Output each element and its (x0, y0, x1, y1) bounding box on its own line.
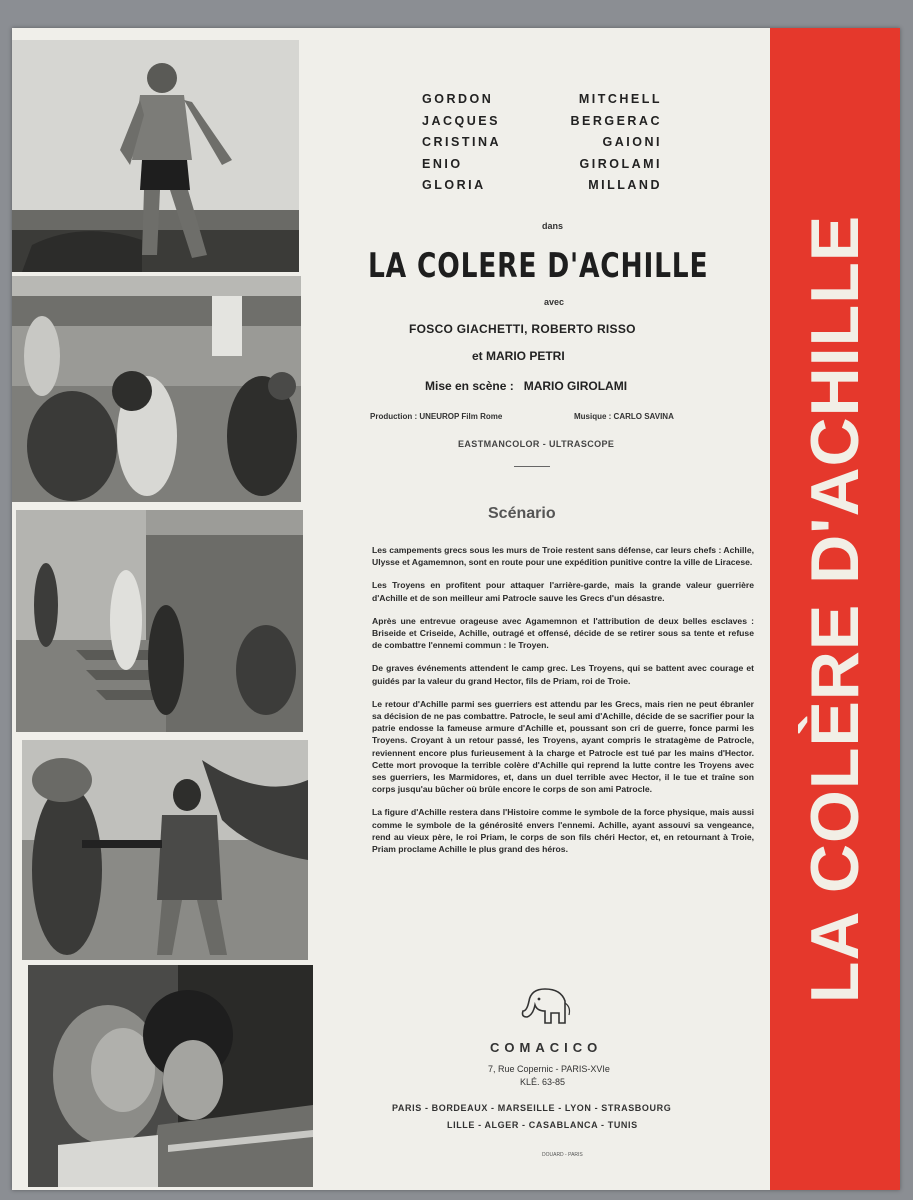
format-credit: EASTMANCOLOR - ULTRASCOPE (458, 439, 615, 449)
distributor-phone: KLÉ. 63-85 (520, 1077, 566, 1087)
title-band (770, 28, 900, 1190)
distributor-address: 7, Rue Copernic - PARIS-XVIe (488, 1064, 610, 1074)
distributor-name: COMACICO (490, 1040, 603, 1055)
synopsis (372, 544, 754, 866)
synopsis-paragraph: Les Troyens en profitent pour attaquer l'arrière-garde, mais la grande valeur guerrière d'Achille et de son meilleur ami Patrocle sauve les Grecs d'un désastre. (372, 580, 754, 603)
scenario-heading: Scénario (488, 505, 556, 522)
cast-name-part: GLORIA (422, 178, 486, 192)
still-photo-battle (12, 276, 301, 502)
avec-label: avec (544, 297, 565, 307)
cast-name-part: GORDON (422, 92, 494, 106)
still-photo-fortress (16, 510, 303, 732)
cities-line-2: LILLE - ALGER - CASABLANCA - TUNIS (447, 1120, 638, 1130)
cast-name-part: ENIO (422, 156, 463, 171)
cast-name-part: MILLAND (588, 178, 662, 192)
cast-list (422, 92, 662, 200)
film-title: LA COLERE D'ACHILLE (368, 246, 709, 286)
elephant-logo-icon (515, 983, 577, 1033)
synopsis-paragraph: De graves événements attendent le camp grec. Les Troyens, qui se battent avec courage et guidés par la valeur du grand Hector, fils de Priam, roi de Troie. (372, 663, 754, 686)
costars-line-1: FOSCO GIACHETTI, ROBERTO RISSO (409, 322, 636, 336)
divider (514, 466, 550, 467)
band-title: LA COLÈRE D'ACHILLE (797, 214, 873, 1004)
cast-member (422, 135, 662, 157)
cast-member (422, 114, 662, 136)
synopsis-paragraph: Les campements grecs sous les murs de Troie restent sans défense, car leurs chefs : Achille, Ulysse et Agamemnon, sont en route pour une expédition punitive contre la ville de Liracese. (372, 545, 754, 568)
credits-column (312, 28, 768, 1190)
cast-name-part: JACQUES (422, 113, 500, 128)
cast-name-part: MITCHELL (578, 92, 662, 106)
cast-member (422, 92, 662, 114)
printer-credit: DOUARD - PARIS (542, 1152, 583, 1158)
synopsis-paragraph: Après une entrevue orageuse avec Agamemnon et l'attribution de deux belles esclaves : Briseide et Criseide, Achille, outragé et offensé, décide de se retirer sous sa tente et refuse de combattre l'ennemi commun : le Troyen. (372, 615, 754, 651)
still-photo-duel (22, 740, 308, 960)
cast-name-part: BERGERAC (570, 113, 662, 128)
cast-name-part: GIROLAMI (579, 156, 662, 171)
production-credit: Production : UNEUROP Film Rome (370, 412, 503, 421)
synopsis-paragraph: Le retour d'Achille parmi ses guerriers est attendu par les Grecs, mais rien ne peut ébranler sa décision de ne pas combattre. Patrocle, le seul ami d'Achille, décide de se sacrifier pour la patrie endosse la fameuse armure d'Achille et, poussant son cri de guerre, fonce parmi les Troyens. Croyant à un retour passé, les Troyens, ayant compris le stratagème de Patrocle, reviennent encore plus furieusement à la charge et Patrocle est tué par les mains d'Hector. Cette mort provoque la terrible colère d'Achille qui reprend la lutte contre les Troyens avec ses guerriers, les Marmidores, et, dans un duel terrible avec Hector, il le tue et traîne son corps jusqu'au bûcher où brûle encore le corps de son ami Patrocle. (372, 698, 754, 795)
still-photo-warrior (12, 40, 299, 272)
still-photo-kiss (28, 965, 313, 1187)
press-sheet (12, 28, 900, 1190)
costars-line-2: et MARIO PETRI (472, 349, 565, 363)
cast-name-part: GAIONI (602, 135, 662, 149)
music-credit: Musique : CARLO SAVINA (574, 412, 674, 421)
cast-member (422, 178, 662, 200)
synopsis-paragraph: La figure d'Achille restera dans l'Histoire comme le symbole de la force physique, mais aussi comme le symbole de la générosité envers l'ennemi. Achille, ayant assouvi sa vengeance, rend au vieux père, le roi Priam, le corps de son fils chéri Hector, et, en retournant à Troie, Priam proclame Achille le plus grand des héros. (372, 807, 754, 855)
dans-label: dans (542, 221, 564, 231)
director-credit (425, 379, 627, 393)
cast-name-part: CRISTINA (422, 135, 502, 149)
director-label: Mise en scène : (425, 379, 514, 393)
cities-line-1: PARIS - BORDEAUX - MARSEILLE - LYON - STRASBOURG (392, 1103, 672, 1113)
cast-member (422, 157, 662, 179)
director-name: MARIO GIROLAMI (523, 379, 628, 393)
